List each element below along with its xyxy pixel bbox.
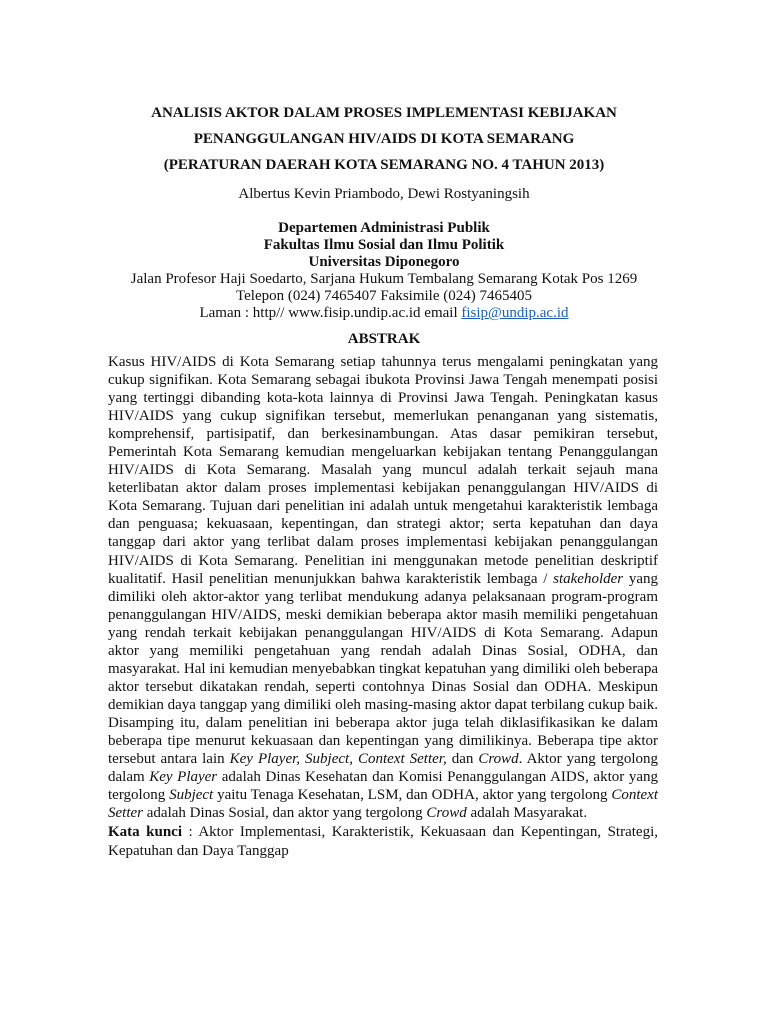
abstract-text-7: adalah Dinas Sosial, dan aktor yang tergolong [143,805,427,822]
faculty: Fakultas Ilmu Sosial dan Ilmu Politik [263,237,505,253]
university: Universitas Diponegoro [308,254,460,270]
keywords-block [108,823,658,861]
title-line-3: (PERATURAN DAERAH KOTA SEMARANG NO. 4 TAHUN 2013) [163,157,605,173]
abstract-italic-1: stakeholder [553,570,624,587]
abstract-text-4: . Aktor yang tergolong dalam [108,751,658,786]
affiliation-block [80,220,688,322]
keywords-text: : Aktor Implementasi, Karakteristik, Kekuasaan dan Kepentingan, Strategi, Kepatuhan dan Daya Tanggap [108,824,658,859]
abstract-italic-3: Crowd [478,751,519,768]
department: Departemen Administrasi Publik [278,220,490,236]
abstract-italic-5: Subject [169,787,214,804]
abstract-text-1: Kasus HIV/AIDS di Kota Semarang setiap tahunnya terus mengalami peningkatan yang cukup signifikan. Kota Semarang sebagai ibukota Provinsi Jawa Tengah menempati posisi yang tertinggi dibanding kota-kota lainnya di Provinsi Jawa Tengah. Peningkatan kasus HIV/AIDS yang cukup signifikan tersebut, memerlukan penanganan yang sistematis, komprehensif, partisipatif, dan berkesinambungan. Atas dasar pemikiran tersebut, Pemerintah Kota Semarang kemudian mengeluarkan kebijakan tentang Penanggulangan HIV/AIDS di Kota Semarang. Masalah yang muncul adalah terkait sejauh mana keterlibatan aktor dalam proses implementasi kebijakan penanggulangan HIV/AIDS di Kota Semarang. Tujuan dari penelitian ini adalah untuk mengetahui karakteristik lembaga dan penguasa; kekuasaan, kepentingan, dan strategi aktor; serta kepatuhan dan daya tanggap dari aktor yang terlibat dalam proses implementasi kebijakan penanggulangan HIV/AIDS di Kota Semarang. Penelitian ini menggunakan metode penelitian deskriptif kualitatif. Hasil penelitian menunjukkan bahwa karakteristik lembaga / [108,354,658,587]
abstract-text-5: adalah Dinas Kesehatan dan Komisi Penanggulangan AIDS, aktor yang tergolong [108,769,658,804]
email-link[interactable]: fisip@undip.ac.id [461,305,569,321]
abstract-heading: ABSTRAK [347,331,421,347]
keywords-label: Kata kunci [108,824,183,840]
address: Jalan Profesor Haji Soedarto, Sarjana Hukum Tembalang Semarang Kotak Pos 1269 [130,271,638,287]
abstract-text-6: yaitu Tenaga Kesehatan, LSM, dan ODHA, aktor yang tergolong [213,787,612,804]
phone: Telepon (024) 7465407 Faksimile (024) 7465405 [236,288,532,304]
abstract-italic-7: Crowd [426,805,467,822]
abstract-text-2: yang dimiliki oleh aktor-aktor yang terlibat mendukung adanya pelaksanaan program-program penanggulangan HIV/AIDS, meski demikian beberapa aktor masih memiliki pengetahuan yang rendah terkait kebijakan penanggulangan HIV/AIDS di Kota Semarang. Adapun aktor yang memiliki pengetahuan yang rendah adalah Dinas Sosial, ODHA, dan masyarakat. Hal ini kemudian menyebabkan tingkat kepatuhan yang dimiliki oleh beberapa aktor tersebut dikatakan rendah, seperti contohnya Dinas Sosial dan ODHA. Meskipun demikian daya tanggap yang dimiliki oleh masing-masing aktor dapat terbilang cukup baik. Disamping itu, dalam penelitian ini beberapa aktor juga telah diklasifikasikan ke dalam beberapa tipe menurut kekuasaan dan kepentingan yang dimilikinya. Beberapa tipe aktor tersebut antara lain [108,570,658,768]
abstract-italic-4: Key Player [149,769,218,786]
web-line [80,305,688,322]
abstract-italic-6: Context Setter [108,787,658,822]
title-line-1: ANALISIS AKTOR DALAM PROSES IMPLEMENTASI KEBIJAKAN [151,105,617,121]
abstract-text-3: dan [446,751,479,768]
abstract-text-8: adalah Masyarakat. [466,805,588,822]
abstract-italic-2: Key Player, Subject, Context Setter, [229,751,447,768]
author-list: Albertus Kevin Priambodo, Dewi Rostyaningsih [238,186,530,202]
title-line-2: PENANGGULANGAN HIV/AIDS DI KOTA SEMARANG [193,131,575,147]
abstract-body [108,353,658,822]
paper-title [80,100,688,178]
web-prefix: Laman : http// www.fisip.undip.ac.id email [199,305,462,321]
